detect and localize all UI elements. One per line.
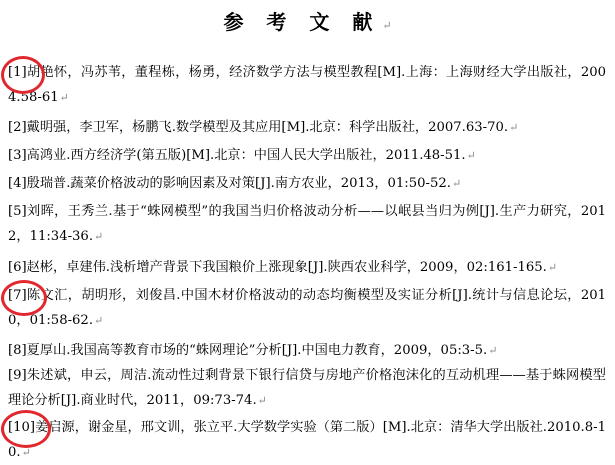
reference-9-text: [9]朱述斌，申云，周洁.流动性过剩背景下银行信贷与房地产价格泡沫化的互动机理——基于蛛网模型理论分析[J].商业时代，2011，09:73-74. bbox=[8, 368, 606, 408]
title-paragraph-mark: ↵ bbox=[382, 19, 392, 32]
reference-6-text: [6]赵彬，卓建伟.浅析增产背景下我国粮价上涨现象[J].陕西农业科学，2009，02:161-165. bbox=[8, 260, 547, 275]
reference-8 bbox=[8, 338, 606, 363]
reference-4-text: [4]殷瑞普.蔬菜价格波动的影响因素及对策[J].南方农业，2013，01:50-52. bbox=[8, 176, 451, 191]
reference-3 bbox=[8, 143, 606, 168]
paragraph-mark: ↵ bbox=[451, 177, 462, 190]
reference-7 bbox=[8, 283, 606, 333]
paragraph-mark: ↵ bbox=[94, 230, 104, 243]
reference-2-text: [2]戴明强，李卫军，杨鹏飞.数学模型及其应用[M].北京：科学出版社，2007.63-70. bbox=[8, 120, 509, 135]
reference-4 bbox=[8, 171, 606, 196]
reference-9 bbox=[8, 363, 606, 413]
reference-10 bbox=[8, 415, 606, 465]
paragraph-mark: ↵ bbox=[94, 314, 104, 327]
page-title bbox=[0, 6, 615, 35]
reference-6 bbox=[8, 255, 606, 280]
paragraph-mark: ↵ bbox=[257, 394, 267, 407]
reference-3-text: [3]高鸿业.西方经济学(第五版)[M].北京：中国人民大学出版社，2011.48-51. bbox=[8, 148, 466, 163]
paragraph-mark: ↵ bbox=[21, 446, 31, 459]
paragraph-mark: ↵ bbox=[488, 344, 498, 357]
reference-1 bbox=[8, 60, 606, 110]
reference-8-text: [8]夏厚山.我国高等教育市场的“蛛网理论”分析[J].中国电力教育，2009，05:3-5. bbox=[8, 343, 488, 358]
reference-10-text: [10]姜启源，谢金星，邢文训，张立平.大学数学实验（第二版）[M].北京：清华大学出版社.2010.8-10. bbox=[8, 420, 606, 460]
paragraph-mark: ↵ bbox=[59, 91, 69, 104]
reference-5-text: [5]刘晖，王秀兰.基于“蛛网模型”的我国当归价格波动分析——以岷县当归为例[J].生产力研究，2012，11:34-36. bbox=[8, 204, 606, 244]
paragraph-mark: ↵ bbox=[509, 121, 519, 134]
reference-1-text: [1]胡艳怀，冯苏苇，董程栋，杨勇，经济数学方法与模型教程[M].上海：上海财经大学出版社，2004.58-61 bbox=[8, 65, 606, 105]
reference-5 bbox=[8, 199, 606, 249]
reference-2 bbox=[8, 115, 606, 140]
paragraph-mark: ↵ bbox=[547, 261, 558, 274]
reference-7-text: [7]陈文汇，胡明形，刘俊昌.中国木材价格波动的动态均衡模型及实证分析[J].统计与信息论坛，2010，01:58-62. bbox=[8, 288, 606, 328]
paragraph-mark: ↵ bbox=[466, 149, 476, 162]
title-text: 参 考 文 献 bbox=[223, 10, 381, 34]
